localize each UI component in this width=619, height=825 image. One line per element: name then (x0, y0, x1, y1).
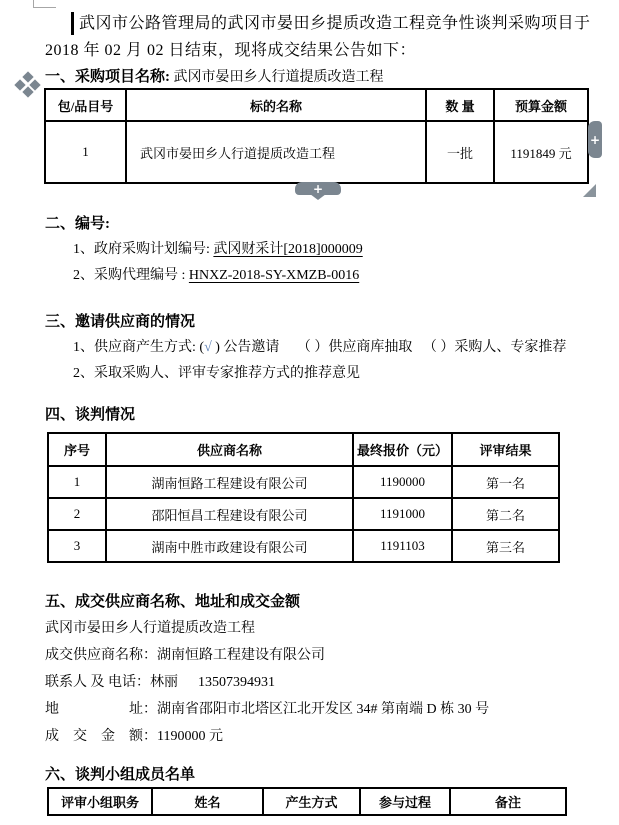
table-row (45, 121, 588, 183)
agency-number-value: HNXZ-2018-SY-XMZB-0016 (188, 268, 360, 283)
cell-review-result: 第三名 (452, 530, 559, 562)
project-name-line: 武冈市晏田乡人行道提质改造工程 (45, 621, 255, 636)
agency-number-label: 2、采购代理编号 : (73, 268, 189, 283)
table-header-row (48, 433, 559, 466)
section2-heading: 二、编号: (45, 216, 110, 232)
cell-review-result: 第二名 (452, 498, 559, 530)
col-header-remarks: 备注 (450, 788, 566, 815)
contact-phone: 13507394931 (198, 675, 275, 690)
col-header-final-price: 最终报价（元） (353, 433, 452, 466)
winning-supplier-line: 成交供应商名称：湖南恒路工程建设有限公司 (45, 648, 325, 663)
deal-amount-line: 成 交 金 额：1190000 元 (45, 729, 223, 744)
cell-supplier: 邵阳恒昌工程建设有限公司 (106, 498, 353, 530)
plan-number-value: 武冈财采计[2018]000009 (213, 242, 363, 257)
intro-line-1: 武冈市公路管理局的武冈市晏田乡提质改造工程竞争性谈判采购项目于 (79, 15, 591, 32)
cell-supplier: 湖南恒路工程建设有限公司 (106, 466, 353, 498)
contact-name: 联系人 及 电话：林丽 (45, 675, 178, 690)
table-move-handle-icon[interactable] (16, 73, 40, 97)
cell-index: 1 (48, 466, 106, 498)
col-header-supplier: 供应商名称 (106, 433, 353, 466)
cell-budget: 1191849 元 (494, 121, 588, 183)
section3-item2: 2、采取采购人、评审专家推荐方式的推荐意见 (73, 366, 360, 381)
text-cursor-caret (71, 12, 74, 35)
col-header-subject-name: 标的名称 (126, 89, 426, 121)
cell-final-price: 1191000 (353, 498, 452, 530)
col-header-name: 姓名 (152, 788, 263, 815)
supplier-method-prefix: 1、供应商产生方式: ( (73, 340, 205, 355)
cell-final-price: 1190000 (353, 466, 452, 498)
col-header-review-result: 评审结果 (452, 433, 559, 466)
insert-column-button[interactable]: + (588, 121, 602, 158)
cell-index: 2 (48, 498, 106, 530)
col-header-quantity: 数 量 (426, 89, 494, 121)
procurement-item-table (44, 88, 589, 184)
section3-heading: 三、邀请供应商的情况 (45, 314, 196, 330)
section2-item2 (73, 264, 359, 284)
table-header-row (45, 89, 588, 121)
section5-heading: 五、成交供应商名称、地址和成交金额 (45, 594, 301, 610)
checkmark-icon: √ (204, 340, 212, 355)
table-row (48, 498, 559, 530)
contact-line (45, 671, 275, 691)
cell-final-price: 1191103 (353, 530, 452, 562)
section2-item1 (73, 238, 363, 258)
section1-heading-line (45, 65, 384, 86)
supplier-method-options: ) 公告邀请 （ ）供应商库抽取 （ ）采购人、专家推荐 (211, 340, 567, 355)
col-header-package-no: 包/品目号 (45, 89, 126, 121)
col-header-index: 序号 (48, 433, 106, 466)
cell-index: 3 (48, 530, 106, 562)
table-header-row (48, 788, 566, 815)
col-header-selection-method: 产生方式 (263, 788, 360, 815)
plan-number-label: 1、政府采购计划编号: (73, 242, 214, 257)
col-header-budget: 预算金额 (494, 89, 588, 121)
negotiation-team-table (47, 787, 567, 816)
table-resize-handle[interactable] (583, 184, 596, 197)
section1-heading: 一、采购项目名称: (45, 69, 170, 85)
address-line: 地 址：湖南省邵阳市北塔区江北开发区 34# 第南端 D 栋 30 号 (45, 702, 490, 717)
intro-line-2: 2018 年 02 月 02 日结束，现将成交结果公告如下： (45, 42, 417, 59)
section4-heading: 四、谈判情况 (45, 407, 136, 423)
insert-row-chevron-icon (310, 194, 326, 200)
cell-quantity: 一批 (426, 121, 494, 183)
negotiation-result-table (47, 432, 560, 563)
table-row (48, 466, 559, 498)
text-margin-corner-mark (33, 0, 56, 8)
cell-review-result: 第一名 (452, 466, 559, 498)
col-header-participation: 参与过程 (360, 788, 450, 815)
col-header-team-role: 评审小组职务 (48, 788, 152, 815)
insert-row-button[interactable]: + (295, 182, 341, 195)
section1-value: 武冈市晏田乡人行道提质改造工程 (173, 70, 384, 85)
section3-item1 (73, 336, 566, 356)
cell-subject-name: 武冈市晏田乡人行道提质改造工程 (126, 121, 426, 183)
cell-package-no: 1 (45, 121, 126, 183)
cell-supplier: 湖南中胜市政建设有限公司 (106, 530, 353, 562)
section6-heading: 六、谈判小组成员名单 (45, 767, 196, 783)
table-row (48, 530, 559, 562)
